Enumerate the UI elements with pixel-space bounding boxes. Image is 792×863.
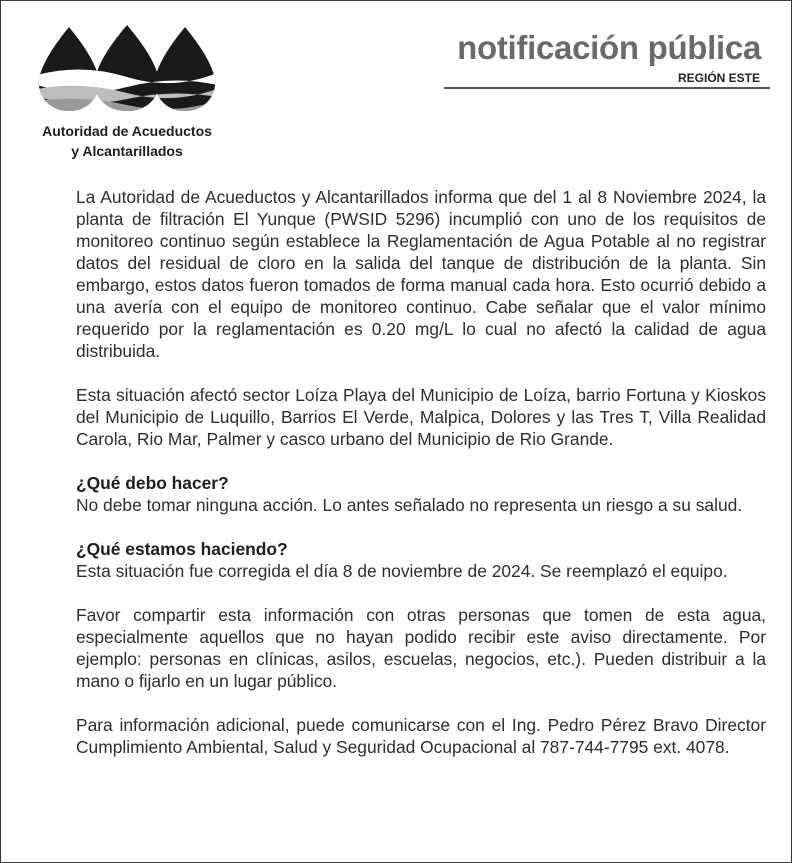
what-to-do-paragraph: No debe tomar ninguna acción. Lo antes señalado no representa un riesgo a su salud. [76,495,743,515]
region-label: REGIÓN ESTE [677,71,760,85]
notice-title: notificación pública [457,29,761,66]
intro-paragraph: La Autoridad de Acueductos y Alcantarillados informa que del 1 al 8 Noviembre 2024, la planta de filtración El Yunque (PWSID 5296) incumplió con uno de los requisitos de monitoreo continuo según establece la Reglamentación de Agua Potable al no registrar datos del residual de cloro en la salida del tanque de distribución de la planta. Sin embargo, estos datos fueron tomados de forma manual cada hora. Esto ocurrió debido a una avería con el equipo de monitoreo continuo. Cabe señalar que el valor mínimo requerido por la reglamentación es 0.20 mg/L lo cual no afectó la calidad de agua distribuida. [76,187,766,361]
contact-paragraph: Para información adicional, puede comunicarse con el Ing. Pedro Pérez Bravo Director Cumplimiento Ambiental, Salud y Seguridad Ocupacional al 787-744-7795 ext. 4078. [76,715,766,757]
notice-body [76,186,766,780]
affected-areas-paragraph: Esta situación afectó sector Loíza Playa del Municipio de Loíza, barrio Fortuna y Kioskos del Municipio de Luquillo, Barrios El Verde, Malpica, Dolores y las Tres T, Villa Realidad Carola, Rio Mar, Palmer y casco urbano del Municipio de Rio Grande. [76,385,766,449]
what-we-are-doing-paragraph: Esta situación fue corregida el día 8 de noviembre de 2024. Se reemplazó el equipo. [76,561,728,581]
organization-name-line1: Autoridad de Acueductos [42,123,212,139]
water-drops-logo-icon [37,23,217,123]
share-info-paragraph: Favor compartir esta información con otras personas que tomen de esta agua, especialmente aquellos que no hayan podido recibir este aviso directamente. Por ejemplo: personas en clínicas, asilos, escuelas, negocios, etc.). Pueden distribuir a la mano o fijarlo en un lugar público. [76,605,766,691]
what-to-do-heading: ¿Qué debo hacer? [76,473,229,493]
what-we-are-doing-heading: ¿Qué estamos haciendo? [76,539,288,559]
organization-name-line2: y Alcantarillados [71,143,183,159]
header-divider [444,87,770,89]
organization-name [29,121,225,161]
